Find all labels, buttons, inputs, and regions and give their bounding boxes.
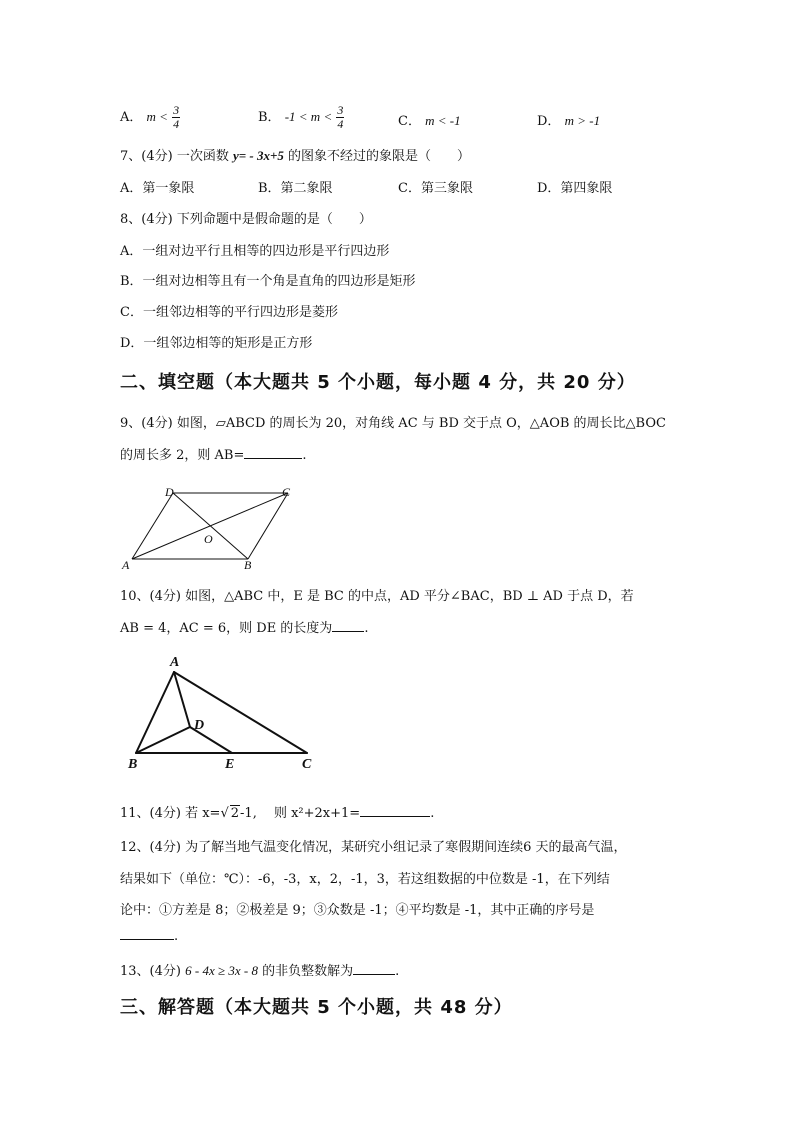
q7-option-a: A．第一象限 <box>120 181 195 196</box>
answer-blank[interactable] <box>360 816 430 817</box>
numerator: 3 <box>173 103 180 117</box>
q13-suffix: 的非负整数解为 <box>262 964 354 979</box>
triangle-figure <box>122 652 322 777</box>
q8-option-b: B．一组对边相等且有一个角是直角的四边形是矩形 <box>120 274 416 289</box>
diagonal-bd <box>173 493 248 559</box>
q6-option-a <box>120 104 180 131</box>
numerator: 3 <box>337 103 344 117</box>
q7-suffix: 的图象不经过的象限是（ ） <box>288 149 471 164</box>
option-label: C． <box>398 114 421 129</box>
q11-end: . <box>430 806 435 821</box>
fraction <box>172 104 180 131</box>
q10-line2-text: AB = 4，AC = 6，则 DE 的长度为 <box>120 621 333 636</box>
segment-bd <box>136 727 190 753</box>
label-d: D <box>194 718 205 733</box>
q10-line2 <box>120 617 368 636</box>
option-label: D． <box>537 114 561 129</box>
side-ad <box>132 493 173 559</box>
q12-end: . <box>174 929 179 944</box>
label-a: A <box>170 655 180 670</box>
q12-line3: 论中：①方差是 8；②极差是 9；③众数是 -1；④平均数是 -1，其中正确的序号是 <box>120 903 595 918</box>
q10-end: . <box>364 621 369 636</box>
q8-option-d: D．一组邻边相等的矩形是正方形 <box>120 336 313 351</box>
q7-option-d: D．第四象限 <box>537 181 613 196</box>
q13-end: . <box>395 964 400 979</box>
option-expression: m < <box>146 109 168 124</box>
q8-option-a: A．一组对边平行且相等的四边形是平行四边形 <box>120 244 390 259</box>
side-ab <box>136 672 174 753</box>
parallelogram-figure <box>118 482 308 572</box>
answer-blank[interactable] <box>120 939 174 940</box>
answer-blank[interactable] <box>353 974 395 975</box>
q11-stem <box>120 802 434 821</box>
label-c: C <box>282 485 291 499</box>
q7-stem <box>120 145 470 164</box>
q6-option-b <box>258 104 344 131</box>
q12-line1: 12、(4分) 为了解当地气温变化情况，某研究小组记录了寒假期间连续6 天的最高气温， <box>120 840 627 855</box>
q8-option-c: C．一组邻边相等的平行四边形是菱形 <box>120 305 338 320</box>
q10-line1: 10、(4分) 如图，△ABC 中，E 是 BC 的中点，AD 平分∠BAC，BD ⊥ AD 于点 D，若 <box>120 589 634 604</box>
section-title-fill-in: 二、填空题（本大题共 5 个小题，每小题 4 分，共 20 分） <box>120 372 636 393</box>
side-ac <box>174 672 307 753</box>
option-label: A． <box>120 110 143 125</box>
q13-inequality: 6 - 4x ≥ 3x - 8 <box>185 963 258 978</box>
q12-line2: 结果如下（单位：℃）：-6，-3，x，2，-1，3，若这组数据的中位数是 -1，在下列结 <box>120 872 610 887</box>
option-label: B． <box>258 110 281 125</box>
option-expression: m > -1 <box>564 113 601 128</box>
q6-option-d <box>537 110 600 129</box>
q7-option-c: C．第三象限 <box>398 181 473 196</box>
q6-option-c <box>398 110 461 129</box>
radicand: 2 <box>230 806 240 821</box>
option-expression: -1 < m < <box>284 109 333 124</box>
label-b: B <box>128 757 138 772</box>
q7-function: y= - 3x+5 <box>232 148 284 163</box>
q7-prefix: 7、(4分) 一次函数 <box>120 149 229 164</box>
q12-answer-line <box>120 929 178 944</box>
option-expression: m < -1 <box>425 113 461 128</box>
sqrt-sign: √ <box>220 806 229 821</box>
q13-prefix: 13、(4分) <box>120 964 181 979</box>
denominator: 4 <box>173 117 180 131</box>
q7-option-b: B．第二象限 <box>258 181 333 196</box>
label-a: A <box>122 558 130 572</box>
q11-prefix: 11、(4分) 若 x= <box>120 806 221 821</box>
q9-line1: 9、(4分) 如图，▱ABCD 的周长为 20，对角线 AC 与 BD 交于点 O，△AOB 的周长比△BOC <box>120 416 666 431</box>
q11-after: -1, 则 x²+2x+1= <box>240 806 361 821</box>
label-e: E <box>225 757 235 772</box>
q9-end: . <box>302 448 307 463</box>
fraction <box>336 104 344 131</box>
q13-stem <box>120 960 399 979</box>
q9-line2-text: 的周长多 2，则 AB= <box>120 448 245 463</box>
label-c: C <box>302 757 312 772</box>
label-b: B <box>244 558 252 572</box>
answer-blank[interactable] <box>332 631 364 632</box>
q8-stem: 8、(4分) 下列命题中是假命题的是（ ） <box>120 212 372 227</box>
label-o: O <box>204 532 213 546</box>
q9-line2 <box>120 444 307 463</box>
side-cb <box>248 493 288 559</box>
denominator: 4 <box>337 117 344 131</box>
section-title-answer: 三、解答题（本大题共 5 个小题，共 48 分） <box>120 997 513 1018</box>
answer-blank[interactable] <box>244 458 302 459</box>
label-d: D <box>165 485 174 499</box>
